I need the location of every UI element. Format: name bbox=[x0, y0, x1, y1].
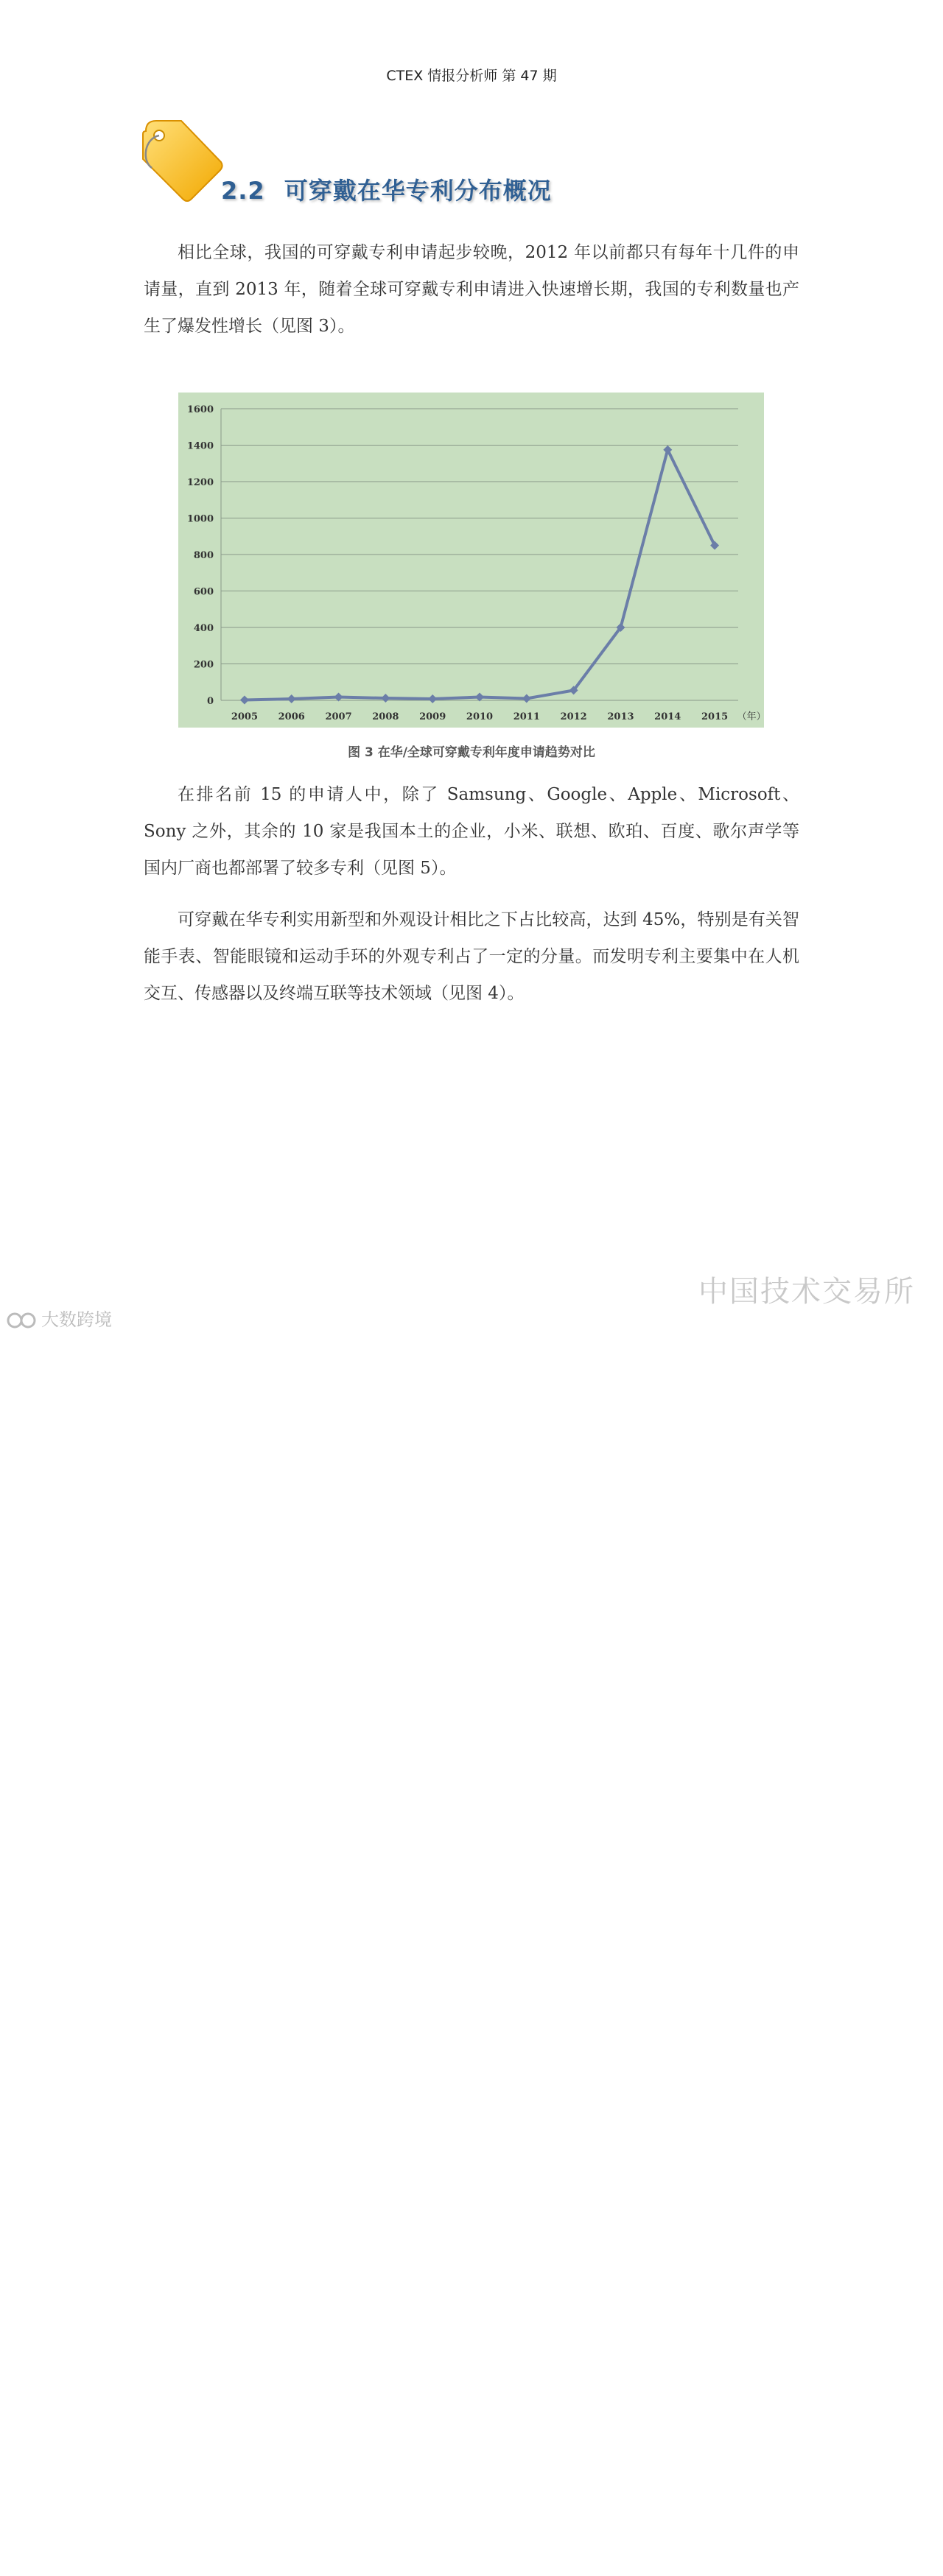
tag-icon bbox=[139, 116, 227, 203]
y-tick-label: 1200 bbox=[186, 477, 214, 488]
y-tick-label: 0 bbox=[206, 696, 214, 707]
figure-caption: 图 3 在华/全球可穿戴专利年度申请趋势对比 bbox=[348, 745, 595, 760]
paragraph-3: 可穿戴在华专利实用新型和外观设计相比之下占比较高，达到 45%，特别是有关智能手表、智能眼镜和运动手环的外观专利占了一定的分量。而发明专利主要集中在人机交互、传感器以及终端互联等技术领域（见图 4）。 bbox=[144, 910, 799, 1003]
x-tick-label: 2005 bbox=[231, 711, 259, 722]
x-tick-label: 2006 bbox=[278, 711, 305, 722]
paragraph-2: 在排名前 15 的申请人中，除了 Samsung、Google、Apple、Microsoft、Sony 之外，其余的 10 家是我国本土的企业，小米、联想、欧珀、百度、歌尔声学等国内厂商也都部署了较多专利（见图 5）。 bbox=[144, 785, 799, 878]
x-tick-label: 2010 bbox=[466, 711, 494, 722]
watermark-left bbox=[6, 1305, 112, 1331]
section-number: 2.2 bbox=[221, 177, 265, 205]
watermark-logo-icon bbox=[6, 1311, 38, 1330]
x-tick-label: 2009 bbox=[419, 711, 446, 722]
chart-svg bbox=[178, 393, 764, 728]
section-title bbox=[221, 172, 552, 206]
y-tick-label: 1400 bbox=[186, 440, 214, 452]
watermark-right-text: 中国技术交易所 bbox=[698, 1275, 915, 1309]
x-tick-label: 2011 bbox=[513, 711, 540, 722]
x-tick-label: 2007 bbox=[325, 711, 352, 722]
x-tick-label: 2015 bbox=[701, 711, 729, 722]
y-tick-label: 800 bbox=[193, 550, 214, 561]
y-tick-label: 1000 bbox=[186, 513, 214, 525]
chart-background bbox=[178, 393, 764, 728]
x-tick-label: 2013 bbox=[607, 711, 634, 722]
x-axis-unit: （年） bbox=[737, 711, 764, 722]
x-tick-label: 2012 bbox=[560, 711, 587, 722]
page-header: CTEX 情报分析师 第 47 期 bbox=[386, 68, 557, 84]
paragraph-1: 相比全球，我国的可穿戴专利申请起步较晚，2012 年以前都只有每年十几件的申请量，直到 2013 年，随着全球可穿戴专利申请进入快速增长期，我国的专利数量也产生了爆发性增长（见图 3）。 bbox=[144, 243, 799, 336]
y-tick-label: 200 bbox=[193, 659, 214, 671]
x-tick-label: 2008 bbox=[372, 711, 399, 722]
y-tick-label: 1600 bbox=[186, 404, 214, 415]
watermark-left-text: 大数跨境 bbox=[41, 1309, 112, 1330]
y-tick-label: 400 bbox=[193, 623, 214, 634]
y-tick-label: 600 bbox=[193, 586, 214, 598]
watermark-right bbox=[648, 1268, 915, 1310]
section-title-text: 可穿戴在华专利分布概况 bbox=[284, 177, 552, 205]
line-chart bbox=[178, 393, 764, 728]
x-tick-label: 2014 bbox=[654, 711, 681, 722]
